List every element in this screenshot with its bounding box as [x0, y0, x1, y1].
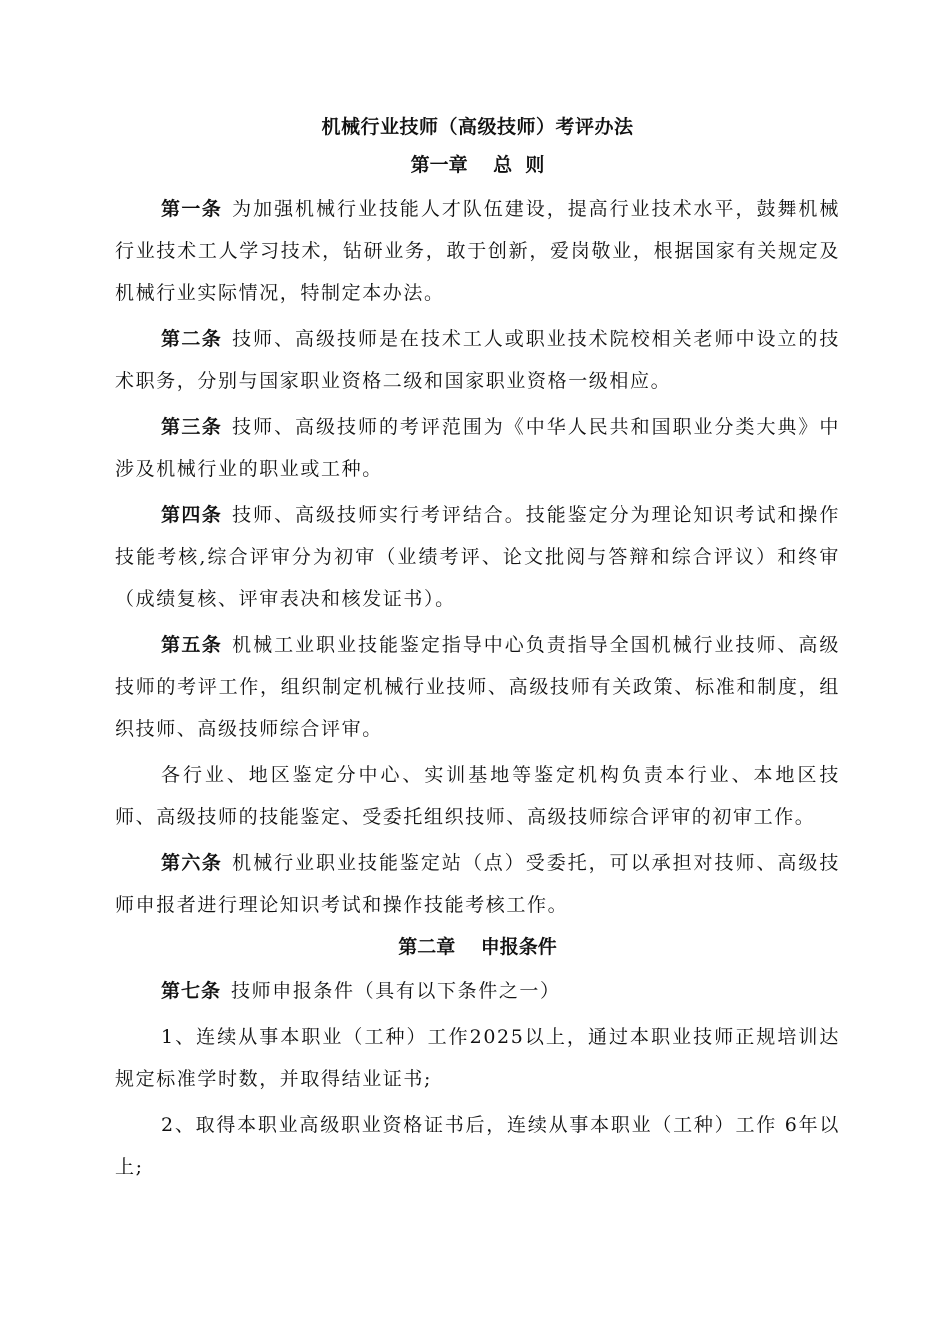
- article-2-heading: 第二条: [161, 328, 223, 350]
- article-6-heading: 第六条: [161, 852, 223, 874]
- article-4: [115, 494, 840, 620]
- article-7: [115, 970, 840, 1012]
- document-page: [115, 110, 840, 1192]
- article-5-heading: 第五条: [161, 634, 223, 656]
- article-4-heading: 第四条: [161, 504, 223, 526]
- list-item-1: 1、连续从事本职业（工种）工作2025以上，通过本职业技师正规培训达规定标准学时数，并取得结业证书;: [115, 1026, 840, 1090]
- article-3: [115, 406, 840, 490]
- article-7-text: 技师申报条件（具有以下条件之一）: [231, 980, 561, 1002]
- article-4-text: 技师、高级技师实行考评结合。技能鉴定分为理论知识考试和操作技能考核,综合评审分为初审（业绩考评、论文批阅与答辩和综合评议）和终审（成绩复核、评审表决和核发证书）。: [115, 504, 840, 610]
- article-5: [115, 624, 840, 750]
- article-7-heading: 第七条: [161, 980, 222, 1002]
- article-1: [115, 188, 840, 314]
- article-3-heading: 第三条: [161, 416, 223, 438]
- article-3-text: 技师、高级技师的考评范围为《中华人民共和国职业分类大典》中涉及机械行业的职业或工种。: [115, 416, 840, 480]
- article-6: [115, 842, 840, 926]
- article-6-text: 机械行业职业技能鉴定站（点）受委托，可以承担对技师、高级技师申报者进行理论知识考试和操作技能考核工作。: [115, 852, 840, 916]
- chapter-heading-2: 第二章 申报条件: [398, 936, 557, 958]
- list-item-2: 2、取得本职业高级职业资格证书后，连续从事本职业（工种）工作 6年以上;: [115, 1114, 840, 1178]
- article-5-text: 机械工业职业技能鉴定指导中心负责指导全国机械行业技师、高级技师的考评工作，组织制定机械行业技师、高级技师有关政策、标准和制度，组织技师、高级技师综合评审。: [115, 634, 840, 740]
- chapter-heading-1: 第一章 总 则: [410, 154, 545, 176]
- article-2: [115, 318, 840, 402]
- document-title: 机械行业技师（高级技师）考评办法: [321, 116, 634, 138]
- article-2-text: 技师、高级技师是在技术工人或职业技术院校相关老师中设立的技术职务，分别与国家职业资格二级和国家职业资格一级相应。: [115, 328, 840, 392]
- article-1-heading: 第一条: [161, 198, 223, 220]
- article-1-text: 为加强机械行业技能人才队伍建设，提高行业技术水平，鼓舞机械行业技术工人学习技术，钻研业务，敢于创新，爱岗敬业，根据国家有关规定及机械行业实际情况，特制定本办法。: [115, 198, 840, 304]
- article-5-paragraph-2: 各行业、地区鉴定分中心、实训基地等鉴定机构负责本行业、本地区技师、高级技师的技能鉴定、受委托组织技师、高级技师综合评审的初审工作。: [115, 764, 840, 828]
